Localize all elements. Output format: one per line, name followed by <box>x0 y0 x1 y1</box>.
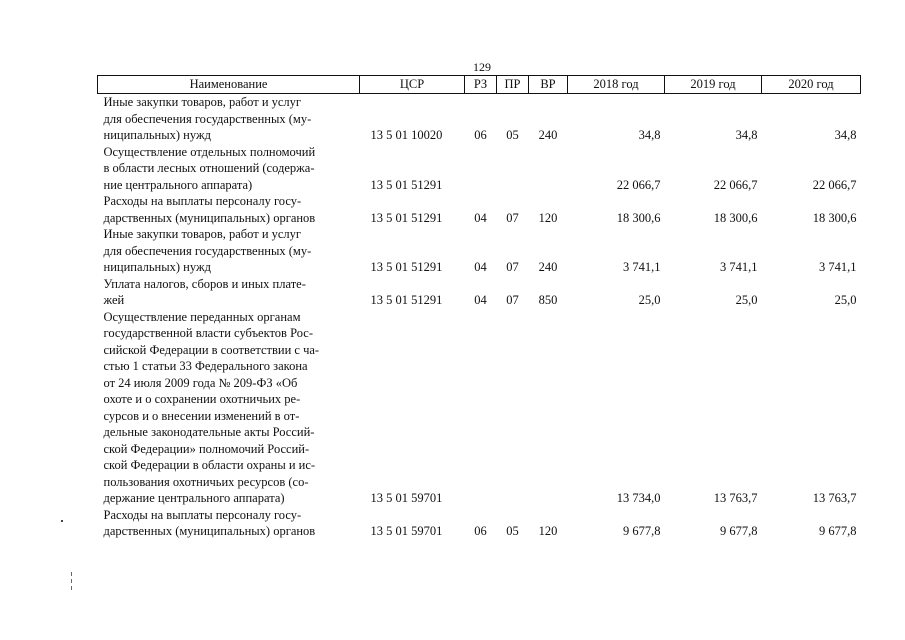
row-vr: 120 <box>538 210 558 225</box>
row-amount-2018: 9 677,8 <box>623 524 661 538</box>
header-rz: РЗ <box>465 76 497 94</box>
scan-speck <box>61 520 63 522</box>
table-row <box>98 507 861 540</box>
row-amount-2018: 34,8 <box>638 128 661 142</box>
budget-table <box>97 75 861 540</box>
row-csr: 13 5 01 51291 <box>370 293 443 307</box>
table-body <box>98 94 861 540</box>
row-amount-2018: 13 734,0 <box>616 491 661 505</box>
row-amount-2020: 3 741,1 <box>819 260 857 274</box>
row-pr: 05 <box>506 524 519 538</box>
row-vr: 850 <box>538 293 558 307</box>
row-csr: 13 5 01 59701 <box>370 491 443 505</box>
page-number: 129 <box>473 60 491 74</box>
row-csr: 13 5 01 51291 <box>370 177 443 192</box>
row-vr: 120 <box>538 524 558 538</box>
row-pr: 05 <box>506 128 519 142</box>
row-amount-2018: 3 741,1 <box>623 260 661 274</box>
row-amount-2018: 22 066,7 <box>616 177 661 192</box>
header-year-2019: 2019 год <box>665 76 762 94</box>
row-name: Иные закупки товаров, работ и услуг для обеспечения государственных (му- ниципальных) нужд <box>103 227 312 274</box>
header-vr: ВР <box>529 76 568 94</box>
row-csr: 13 5 01 10020 <box>370 128 443 142</box>
row-amount-2019: 22 066,7 <box>713 177 758 192</box>
header-csr: ЦСР <box>360 76 465 94</box>
row-vr: 240 <box>538 260 558 274</box>
row-rz: 04 <box>474 293 487 307</box>
row-name: Осуществление переданных органам государственной власти субъектов Рос- сийской Федерации в соответствии с ча- стью 1 статьи 33 Федерального закона от 24 июля 2009 года № 209-ФЗ «Об охоте и о сохранении охотничьих ре- сурсов и о внесении изменений в от- дельные законодательные акты Россий- ской Федерации» полномочий Россий- ской Федерации в области охраны и ис- пользования охотничьих ресурсов (со- держание центрального аппарата) <box>103 309 320 505</box>
row-pr <box>497 144 529 194</box>
row-rz: 04 <box>474 260 487 274</box>
row-amount-2019: 34,8 <box>735 128 758 142</box>
row-amount-2019: 13 763,7 <box>713 491 758 505</box>
table-row <box>98 94 861 144</box>
row-csr: 13 5 01 51291 <box>370 210 443 225</box>
row-rz <box>465 144 497 194</box>
table-row <box>98 193 861 226</box>
row-name: Осуществление отдельных полномочий в области лесных отношений (содержа- ние центрального аппарата) <box>103 144 316 192</box>
row-vr <box>529 144 568 194</box>
header-year-2020: 2020 год <box>762 76 861 94</box>
row-amount-2019: 18 300,6 <box>713 210 758 225</box>
row-pr: 07 <box>506 210 519 225</box>
header-year-2018: 2018 год <box>568 76 665 94</box>
header-name: Наименование <box>98 76 360 94</box>
row-name: Иные закупки товаров, работ и услуг для обеспечения государственных (му- ниципальных) нужд <box>103 95 312 142</box>
row-name: Расходы на выплаты персоналу госу- дарственных (муниципальных) органов <box>103 507 316 538</box>
row-pr: 07 <box>506 260 519 274</box>
table-row <box>98 226 861 276</box>
row-csr: 13 5 01 59701 <box>370 524 443 538</box>
table-row <box>98 309 861 507</box>
row-amount-2020: 25,0 <box>834 293 857 307</box>
row-amount-2020: 13 763,7 <box>812 491 857 505</box>
row-pr: 07 <box>506 293 519 307</box>
row-pr <box>497 309 529 507</box>
row-amount-2020: 34,8 <box>834 128 857 142</box>
table-row <box>98 276 861 309</box>
header-pr: ПР <box>497 76 529 94</box>
row-amount-2020: 22 066,7 <box>812 177 857 192</box>
row-amount-2019: 9 677,8 <box>720 524 758 538</box>
row-amount-2019: 3 741,1 <box>720 260 758 274</box>
row-amount-2018: 25,0 <box>638 293 661 307</box>
row-amount-2019: 25,0 <box>735 293 758 307</box>
row-amount-2020: 9 677,8 <box>819 524 857 538</box>
row-rz: 06 <box>474 128 487 142</box>
scan-mark <box>71 579 72 583</box>
header-row <box>98 76 861 94</box>
row-csr: 13 5 01 51291 <box>370 260 443 274</box>
row-vr <box>529 309 568 507</box>
row-rz: 04 <box>474 210 487 225</box>
table-header <box>98 76 861 94</box>
row-amount-2020: 18 300,6 <box>812 210 857 225</box>
row-rz <box>465 309 497 507</box>
row-amount-2018: 18 300,6 <box>616 210 661 225</box>
row-vr: 240 <box>538 128 558 142</box>
row-name: Уплата налогов, сборов и иных плате- жей <box>103 276 306 307</box>
scan-mark <box>71 586 72 590</box>
scan-mark <box>71 572 72 576</box>
row-rz: 06 <box>474 524 487 538</box>
table-row <box>98 144 861 194</box>
row-name: Расходы на выплаты персоналу госу- дарственных (муниципальных) органов <box>103 194 316 225</box>
